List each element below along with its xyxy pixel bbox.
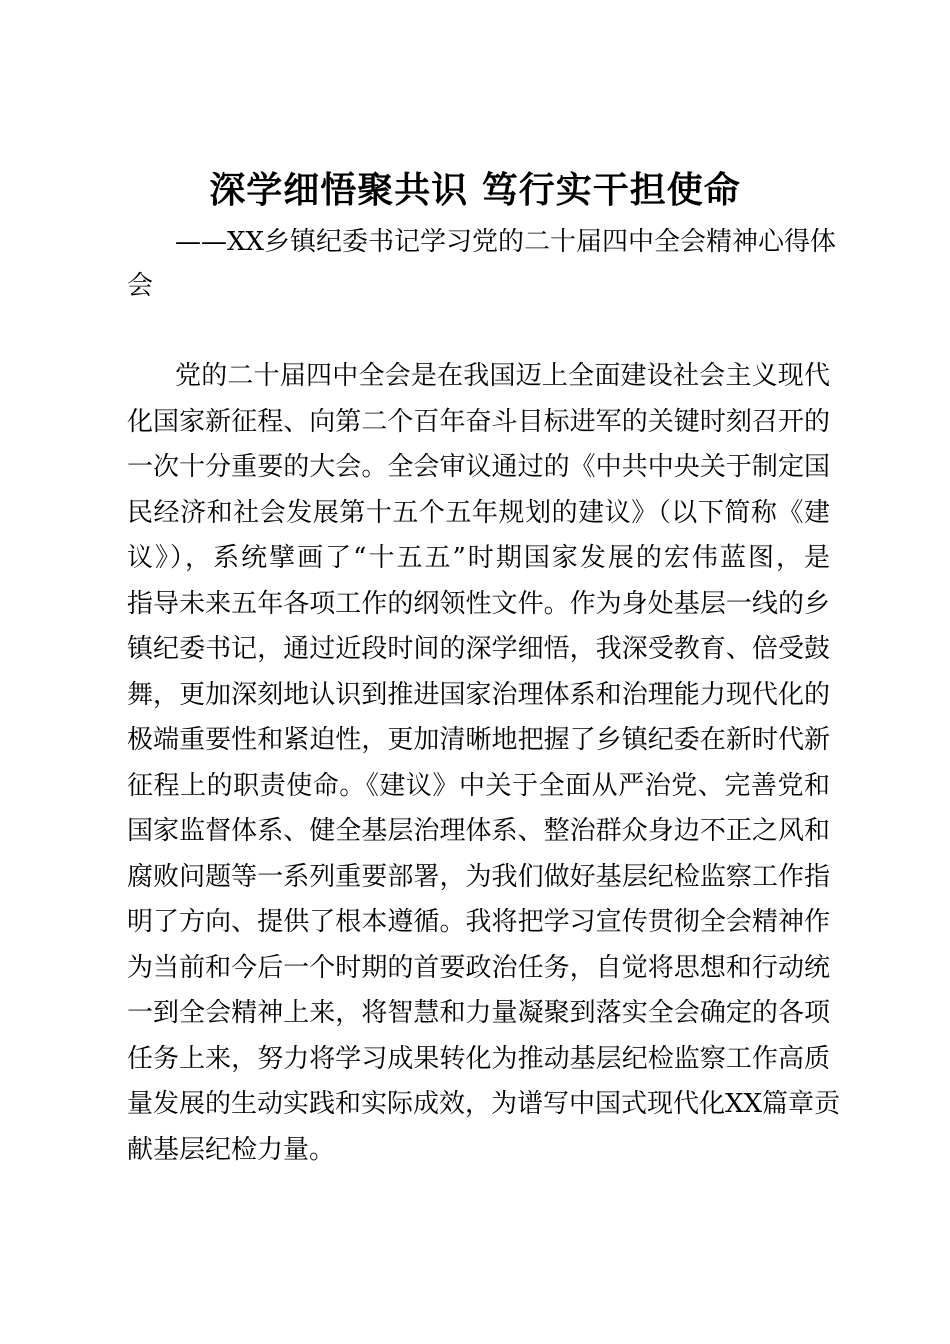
body-line: 议》），系统擘画了“十五五”时期国家发展的宏伟蓝图，是 (127, 543, 830, 573)
body-line: 一到全会精神上来，将智慧和力量凝聚到落实全会确定的各项 (127, 998, 830, 1028)
body-line: 民经济和社会发展第十五个五年规划的建议》（以下简称《建 (127, 497, 830, 528)
body-line: 指导未来五年各项工作的纲领性文件。作为身处基层一线的乡 (127, 588, 830, 619)
body-line: 一次十分重要的大会。全会审议通过的《中共中央关于制定国 (127, 452, 830, 482)
subtitle-line: 会 (127, 271, 154, 301)
document-title: 深学细悟聚共识 笃行实干担使命 (209, 169, 741, 211)
body-line: 极端重要性和紧迫性，更加清晰地把握了乡镇纪委在新时代新 (127, 725, 830, 755)
body-line: 舞，更加深刻地认识到推进国家治理体系和治理能力现代化的 (127, 679, 830, 710)
body-line: 党的二十届四中全会是在我国迈上全面建设社会主义现代 (175, 361, 830, 391)
body-line: 腐败问题等一系列重要部署，为我们做好基层纪检监察工作指 (127, 861, 830, 892)
body-line: 量发展的生动实践和实际成效，为谱写中国式现代化XX篇章贡 (127, 1089, 841, 1119)
body-line: 为当前和今后一个时期的首要政治任务，自觉将思想和行动统 (127, 952, 830, 983)
body-line: 献基层纪检力量。 (127, 1134, 336, 1165)
body-line: 征程上的职责使命。《建议》中关于全面从严治党、完善党和 (127, 770, 830, 801)
body-line: 镇纪委书记，通过近段时间的深学细悟，我深受教育、倍受鼓 (127, 634, 830, 664)
body-line: 化国家新征程、向第二个百年奋斗目标进军的关键时刻召开的 (127, 406, 830, 437)
body-line: 明了方向、提供了根本遵循。我将把学习宣传贯彻全会精神作 (127, 907, 830, 937)
body-line: 任务上来，努力将学习成果转化为推动基层纪检监察工作高质 (127, 1043, 830, 1074)
subtitle-line: ——XX乡镇纪委书记学习党的二十届四中全会精神心得体 (175, 227, 837, 257)
body-line: 国家监督体系、健全基层治理体系、整治群众身边不正之风和 (127, 816, 830, 846)
